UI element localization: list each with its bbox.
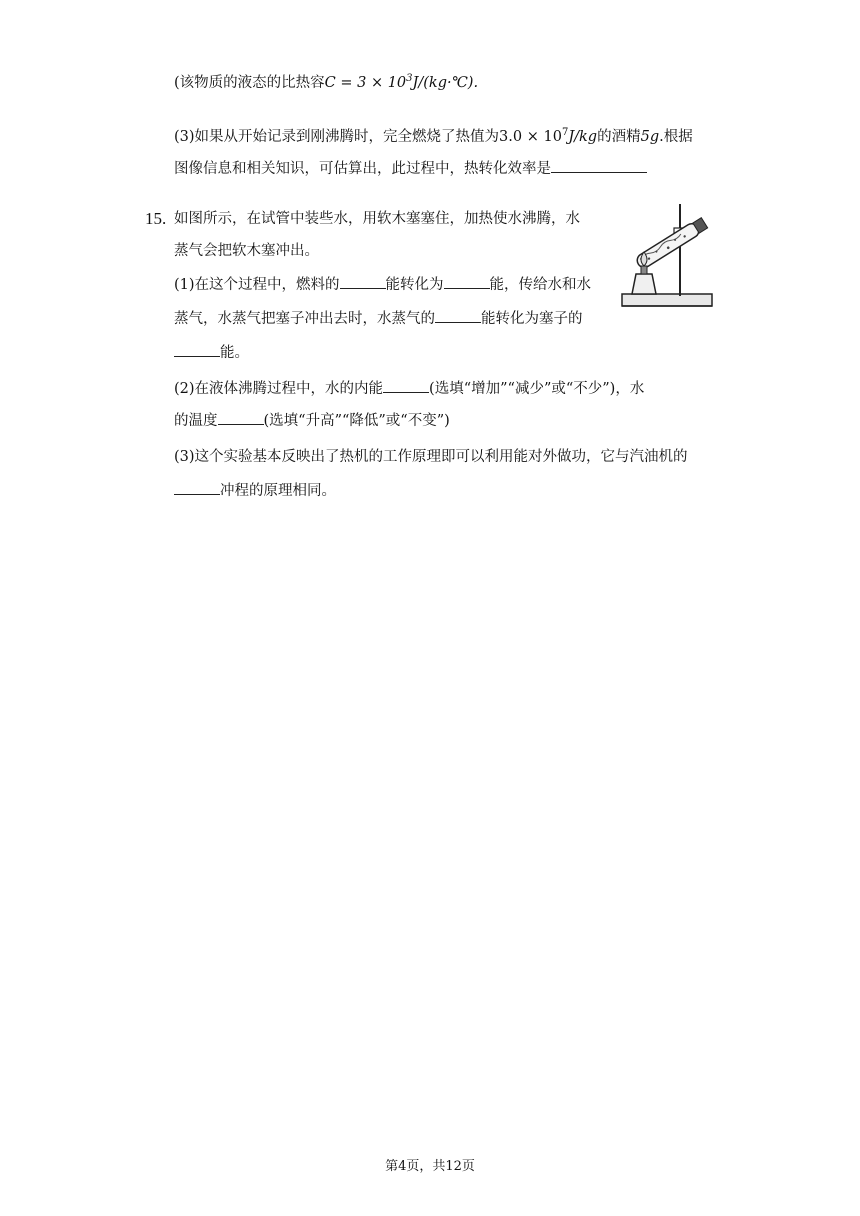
math-mass: 5g: [640, 129, 660, 145]
q15-part1-line-2: [174, 308, 583, 330]
text-line-3: [174, 158, 647, 180]
text: 冲程的原理相同。: [220, 483, 336, 499]
answer-blank[interactable]: [444, 274, 490, 289]
answer-blank[interactable]: [551, 158, 647, 173]
math-expression: [499, 129, 597, 145]
stand-base: [622, 294, 712, 306]
text: 能，传给水和水: [489, 277, 592, 293]
text: (选填“增加”“减少”或“不少”)，水: [429, 381, 645, 397]
q15-part2-line-1: [174, 378, 644, 400]
test-tube-apparatus-figure: [616, 200, 716, 320]
q15-part1-line-3: [174, 342, 249, 364]
text-line-1: [174, 72, 478, 94]
text: 能转化为塞子的: [481, 311, 583, 327]
q15-part1-line-1: [174, 274, 591, 296]
text: 蒸气会把软木塞冲出。: [174, 243, 319, 259]
text: 的酒精: [597, 129, 641, 145]
text: (2)在液体沸腾过程中，水的内能: [174, 381, 384, 397]
alcohol-lamp: [632, 274, 656, 294]
text: (该物质的液态的比热容: [174, 75, 325, 91]
answer-blank[interactable]: [383, 378, 429, 393]
q15-stem-line-1: [174, 208, 580, 230]
text: 如图所示，在试管中装些水，用软木塞塞住，加热使水沸腾，水: [174, 211, 580, 227]
text: 能。: [220, 345, 249, 361]
math-expression: [325, 75, 478, 91]
math-base: 3.0 × 10: [499, 129, 562, 145]
text: .根据: [659, 129, 693, 145]
text: 图像信息和相关知识，可估算出，此过程中，热转化效率是: [174, 161, 551, 177]
answer-blank[interactable]: [435, 308, 481, 323]
math-unit: J/kg: [568, 129, 598, 145]
question-number: 15.: [145, 209, 167, 228]
text: 的温度: [174, 413, 218, 429]
answer-blank[interactable]: [174, 480, 220, 495]
q15-stem-line-2: [174, 240, 319, 262]
page-footer: 第4页，共12页: [385, 1159, 475, 1174]
answer-blank[interactable]: [340, 274, 386, 289]
answer-blank[interactable]: [218, 410, 264, 425]
q15-part3-line-1: [174, 446, 688, 468]
text: (选填“升高”“降低”或“不变”): [263, 413, 450, 429]
answer-blank[interactable]: [174, 342, 220, 357]
math-exponent: 3: [406, 73, 413, 85]
math-base: C = 3 × 10: [324, 75, 407, 91]
text: 能转化为: [385, 277, 444, 293]
text-line-2: [174, 126, 693, 148]
text: 蒸气，水蒸气把塞子冲出去时，水蒸气的: [174, 311, 435, 327]
q15-part3-line-2: [174, 480, 336, 502]
math-exponent: 7: [561, 127, 569, 139]
q15-part2-line-2: [174, 410, 450, 432]
text: (3)如果从开始记录到刚沸腾时，完全燃烧了热值为: [174, 129, 500, 145]
text: (1)在这个过程中，燃料的: [174, 277, 340, 293]
text: (3)这个实验基本反映出了热机的工作原理即可以利用能对外做功，它与汽油机的: [174, 449, 688, 465]
math-unit: J/(kg·℃).: [412, 75, 479, 91]
